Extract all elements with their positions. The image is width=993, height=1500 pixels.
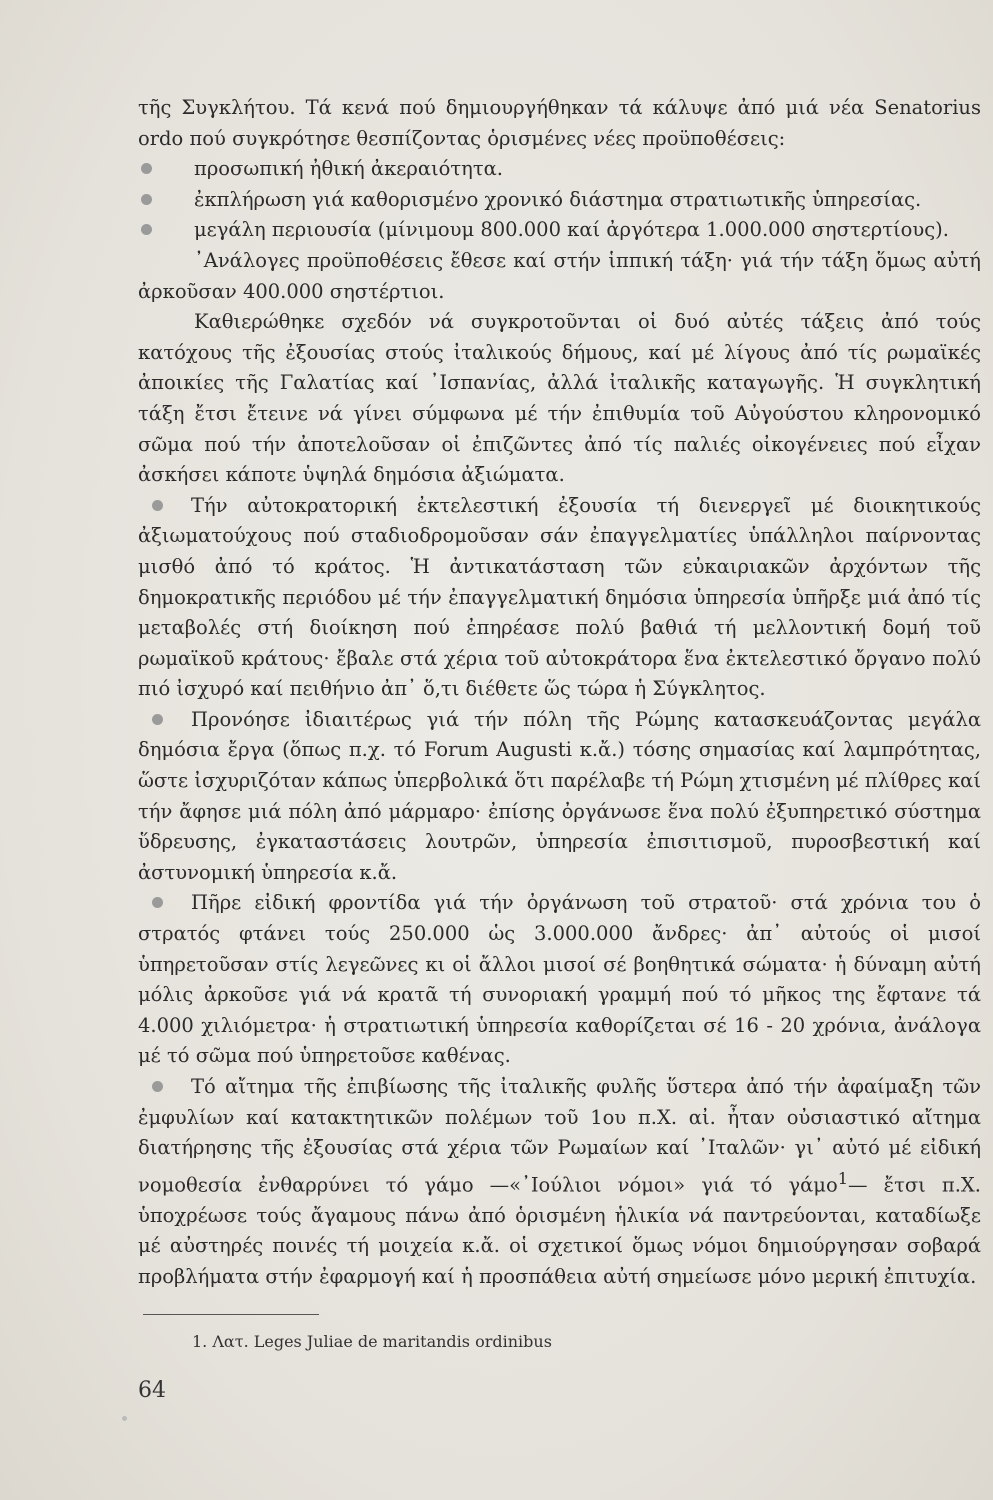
bullet-icon [152, 714, 163, 725]
paragraph-7 [138, 1072, 981, 1293]
paper-speck [122, 1416, 127, 1421]
bullet-icon [152, 500, 163, 511]
page-number: 64 [138, 1378, 166, 1403]
bullet-text-2: ἐκπλήρωση γιά καθορισμένο χρονικό διάστημα στρατιωτικῆς ὑπηρεσίας. [194, 187, 922, 211]
paragraph-7-text-b: — ἔτσι π.Χ. ὑποχρέωσε τούς ἄγαμους πάνω ἀπό ὁρισμένη ἡλικία νά παντρεύονται, καταδίωξε μέ αὐστηρές ποινές τή μοιχεία κ.ἄ. οἱ σχετικοί ὅμως νόμοι δημιούργησαν σοβαρά προβλήματα στήν ἐφαρμογή καί ἡ προσπάθεια αὐτή σημείωσε μόνο μερική ἐπιτυχία. [138, 1173, 981, 1289]
paragraph-5-text: Προνόησε ἰδιαιτέρως γιά τήν πόλη τῆς Ρώμης κατασκευάζοντας μεγάλα δημόσια ἔργα (ὅπως π.χ. τό Forum Augusti κ.ἄ.) τόσης σημασίας καί λαμπρότητας, ὥστε ἰσχυριζόταν κάπως ὑπερβολικά ὅτι παρέλαβε τή Ρώμη χτισμένη μέ πλίθρες καί τήν ἄφησε μιά πόλη ἀπό μάρμαρο· ἐπίσης ὀργάνωσε ἕνα πολύ ἐξυπηρετικό σύστημα ὕδρευσης, ἐγκαταστάσεις λουτρῶν, ὑπηρεσία ἐπισιτισμοῦ, πυροσβεστική καί ἀστυνομική ὑπηρεσία κ.ἄ. [138, 707, 981, 884]
bullet-item-3 [138, 215, 981, 246]
footnote-divider [143, 1314, 319, 1315]
bullet-item-1 [138, 154, 981, 185]
paragraph-4-text: Τήν αὐτοκρατορική ἐκτελεστική ἐξουσία τή διενεργεῖ μέ διοικητικούς ἀξιωματούχους πού σταδιοδρομοῦσαν σάν ἐπαγγελματίες ὑπάλληλοι παίρνοντας μισθό ἀπό τό κράτος. Ἡ ἀντικατάσταση τῶν εὐκαιριακῶν ἀρχόντων τῆς δημοκρατικῆς περιόδου μέ τήν ἐπαγγελματική δημόσια ὑπηρεσία ὑπῆρξε μιά ἀπό τίς μεταβολές στή διοίκηση πού ἐπηρέασε πολύ βαθιά τή μελλοντική δομή τοῦ ρωμαϊκοῦ κράτους· ἔβαλε στά χέρια τοῦ αὐτοκράτορα ἕνα ἐκτελεστικό ὄργανο πολύ πιό ἰσχυρό καί πειθήνιο ἀπ᾿ ὅ,τι διέθετε ὥς τώρα ἡ Σύγκλητος. [138, 493, 981, 701]
paragraph-5 [138, 705, 981, 889]
bullet-icon [141, 194, 152, 205]
bullet-icon [152, 897, 163, 908]
bullet-icon [141, 224, 152, 235]
bullet-text-3: μεγάλη περιουσία (μίνιμουμ 800.000 καί ἀργότερα 1.000.000 σηστερτίους). [194, 218, 949, 242]
paragraph-1: τῆς Συγκλήτου. Τά κενά πού δημιουργήθηκαν τά κάλυψε ἀπό μιά νέα Senatorius ordo πού συγκρότησε θεσπίζοντας ὁρισμένες νέες προϋποθέσεις: [138, 96, 981, 150]
body-text [138, 93, 981, 1293]
footnote-marker: 1 [837, 1168, 849, 1188]
paragraph-7-text-a: Τό αἴτημα τῆς ἐπιβίωσης τῆς ἰταλικῆς φυλῆς ὕστερα ἀπό τήν ἀφαίμαξη τῶν ἐμφυλίων καί κατακτητικῶν πολέμων τοῦ 1ου π.Χ. αἰ. ἦταν οὐσιαστικό αἴτημα διατήρησης τῆς ἐξουσίας στά χέρια τῶν Ρωμαίων καί ᾿Ιταλῶν· γι᾿ αὐτό μέ εἰδική νομοθεσία ἐνθαρρύνει τό γάμο —«᾿Ιούλιοι νόμοι» γιά τό γάμο [138, 1075, 981, 1197]
footnote: 1. Λατ. Leges Juliae de maritandis ordinibus [192, 1332, 552, 1351]
bullet-item-2 [138, 185, 981, 216]
paragraph-6 [138, 888, 981, 1072]
paragraph-3: Καθιερώθηκε σχεδόν νά συγκροτοῦνται οἱ δυό αὐτές τάξεις ἀπό τούς κατόχους τῆς ἐξουσίας στούς ἰταλικούς δήμους, καί μέ λίγους ἀπό τίς ρωμαϊκές ἀποικίες τῆς Γαλατίας καί ᾿Ισπανίας, ἀλλά ἰταλικῆς καταγωγῆς. Ἡ συγκλητική τάξη ἔτσι ἔτεινε νά γίνει σύμφωνα μέ τήν ἐπιθυμία τοῦ Αὐγούστου κληρονομικό σῶμα πού τήν ἀποτελοῦσαν οἱ ἐπιζῶντες ἀπό τίς παλιές οἰκογένειες πού εἶχαν ἀσκήσει κάποτε ὑψηλά δημόσια ἀξιώματα. [138, 310, 981, 487]
bullet-text-1: προσωπική ἠθική ἀκεραιότητα. [194, 157, 504, 181]
bullet-icon [141, 163, 152, 174]
paragraph-6-text: Πῆρε εἰδική φροντίδα γιά τήν ὀργάνωση τοῦ στρατοῦ· στά χρόνια του ὁ στρατός φτάνει τούς 250.000 ὡς 3.000.000 ἄνδρες· ἀπ᾿ αὐτούς οἱ μισοί ὑπηρετοῦσαν στίς λεγεῶνες κι οἱ ἄλλοι μισοί σέ βοηθητικά σώματα· ἡ δύναμη αὐτή μόλις ἀρκοῦσε γιά νά κρατᾶ τή συνοριακή γραμμή πού τό μῆκος της ἔφτανε τά 4.000 χιλιόμετρα· ἡ στρατιωτική ὑπηρεσία καθορίζεται σέ 16 - 20 χρόνια, ἀνάλογα μέ τό σῶμα πού ὑπηρετοῦσε καθένας. [138, 891, 981, 1068]
paragraph-4 [138, 491, 981, 705]
paragraph-2: ᾿Ανάλογες προϋποθέσεις ἔθεσε καί στήν ἱππική τάξη· γιά τήν τάξη ὅμως αὐτή ἀρκοῦσαν 400.000 σηστέρτιοι. [138, 248, 981, 303]
bullet-icon [152, 1081, 163, 1092]
